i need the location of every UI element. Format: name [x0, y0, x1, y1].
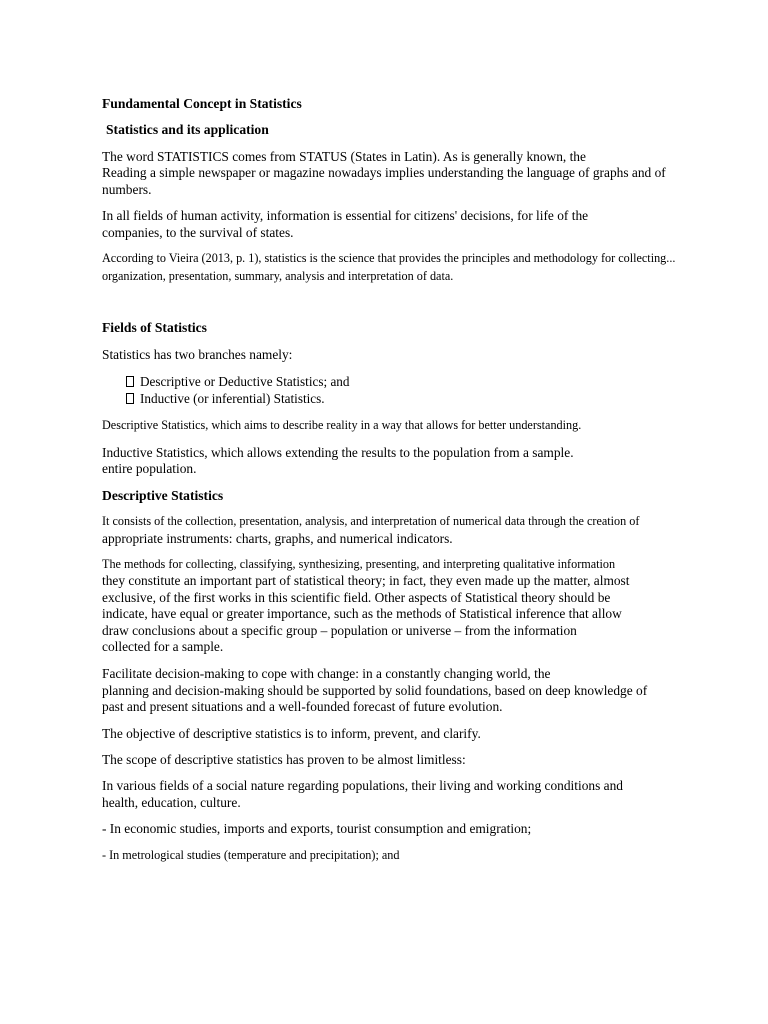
paragraph-line: appropriate instruments: charts, graphs, and numerical indicators.: [102, 531, 453, 546]
section-subtitle: Statistics and its application: [106, 122, 269, 137]
paragraph-line: they constitute an important part of statistical theory; in fact, they even made up the matter, almost: [102, 573, 630, 588]
paragraph-line: The word STATISTICS comes from STATUS (States in Latin). As is generally known, the: [102, 149, 586, 164]
paragraph-line: exclusive, of the first works in this scientific field. Other aspects of Statistical theory should be: [102, 590, 611, 605]
paragraph-line: indicate, have equal or greater importance, such as the methods of Statistical inference that allow: [102, 606, 622, 621]
paragraph-line: collected for a sample.: [102, 639, 224, 654]
paragraph-line: companies, to the survival of states.: [102, 225, 294, 240]
paragraph-line: numbers.: [102, 182, 152, 197]
paragraph-line: The methods for collecting, classifying, synthesizing, presenting, and interpreting qualitative information: [102, 557, 616, 571]
paragraph-line: planning and decision-making should be supported by solid foundations, based on deep knowledge of: [102, 683, 648, 698]
paragraph-line: draw conclusions about a specific group – population or universe – from the information: [102, 623, 577, 638]
section-heading-descriptive: Descriptive Statistics: [102, 488, 224, 503]
paragraph-line: Descriptive Statistics, which aims to describe reality in a way that allows for better understanding.: [102, 418, 582, 432]
paragraph-line: In all fields of human activity, information is essential for citizens' decisions, for life of the: [102, 208, 589, 223]
paragraph-line: Reading a simple newspaper or magazine nowadays implies understanding the language of graphs and of: [102, 165, 666, 180]
list-item: [126, 373, 349, 390]
checkbox-bullet-icon: [126, 376, 134, 387]
paragraph-line: The scope of descriptive statistics has proven to be almost limitless:: [102, 752, 466, 767]
list-item: [126, 390, 325, 407]
paragraph-line: past and present situations and a well-founded forecast of future evolution.: [102, 699, 503, 714]
paragraph-line: Facilitate decision-making to cope with change: in a constantly changing world, the: [102, 666, 551, 681]
paragraph-line: It consists of the collection, presentation, analysis, and interpretation of numerical data through the creation of: [102, 514, 640, 528]
section-heading-fields: Fields of Statistics: [102, 320, 207, 335]
paragraph-line: entire population.: [102, 461, 197, 476]
paragraph-line: - In economic studies, imports and exports, tourist consumption and emigration;: [102, 821, 532, 836]
paragraph-line: health, education, culture.: [102, 795, 241, 810]
checkbox-bullet-icon: [126, 393, 134, 404]
paragraph-line: In various fields of a social nature regarding populations, their living and working conditions and: [102, 778, 623, 793]
list-item-label: Descriptive or Deductive Statistics; and: [140, 374, 350, 389]
paragraph-line: The objective of descriptive statistics is to inform, prevent, and clarify.: [102, 726, 481, 741]
paragraph-line: According to Vieira (2013, p. 1), statistics is the science that provides the principles and methodology for collecting...: [102, 251, 676, 265]
document-title: Fundamental Concept in Statistics: [102, 96, 302, 111]
paragraph-line: - In metrological studies (temperature and precipitation); and: [102, 848, 400, 862]
list-item-label: Inductive (or inferential) Statistics.: [140, 391, 325, 406]
paragraph-line: Statistics has two branches namely:: [102, 347, 293, 362]
paragraph-line: organization, presentation, summary, analysis and interpretation of data.: [102, 269, 454, 283]
paragraph-line: Inductive Statistics, which allows extending the results to the population from a sample.: [102, 445, 574, 460]
